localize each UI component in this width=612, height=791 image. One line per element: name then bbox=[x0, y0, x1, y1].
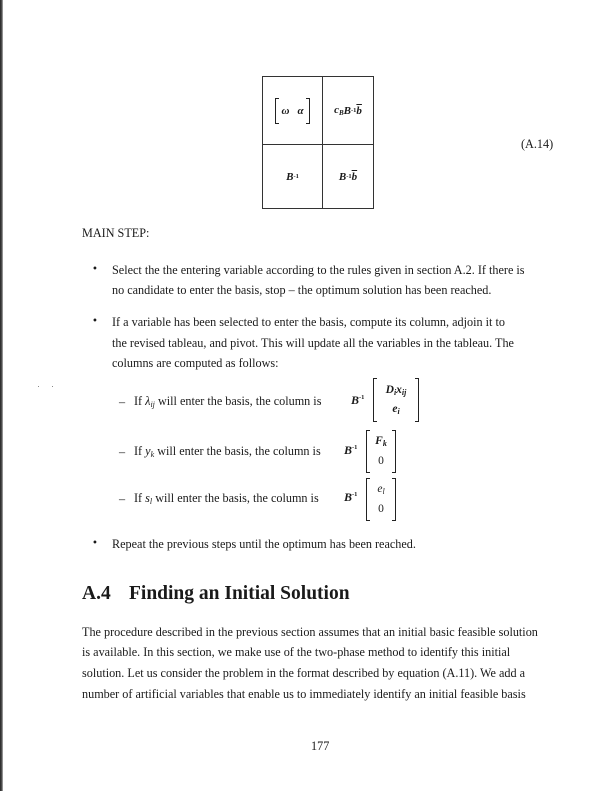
bullet-2-line-3: columns are computed as follows: bbox=[112, 356, 279, 370]
vector-entry-zero: 0 bbox=[378, 503, 384, 515]
bullet-icon: • bbox=[92, 316, 98, 327]
paragraph-line-3: solution. Let us consider the problem in the format described by equation (A.11). We add a bbox=[82, 666, 526, 680]
bullet-icon: • bbox=[92, 538, 98, 549]
revised-tableau bbox=[262, 76, 374, 209]
s-symbol: s bbox=[145, 491, 150, 505]
bullet-1-line-2: no candidate to enter the basis, stop – the optimum solution has been reached. bbox=[112, 283, 492, 297]
paragraph-line-4: number of artificial variables that enable us to immediately identify an initial feasible basis bbox=[82, 687, 526, 701]
vector-entry-zero: 0 bbox=[378, 455, 384, 467]
b-inverse-symbol: $B^{-1}$ bbox=[351, 393, 365, 407]
scan-speck bbox=[52, 386, 53, 387]
scanned-page-edge bbox=[0, 0, 3, 791]
dash-icon: – bbox=[119, 445, 126, 459]
page-number: 177 bbox=[311, 739, 330, 753]
tableau-cell-b-inverse-b: B -1 $\overline{b}$ bbox=[338, 170, 358, 183]
column-vector-sl bbox=[366, 478, 396, 521]
tableau-cell-b-inverse: B -1 bbox=[286, 170, 299, 183]
c-hat-symbol: cB bbox=[334, 104, 344, 117]
tableau-cell-objective-value: cB B -1 $\overline{b}$ bbox=[334, 104, 362, 117]
equation-number: (A.14) bbox=[521, 137, 554, 151]
section-title: Finding an Initial Solution bbox=[129, 583, 350, 604]
vector-entry-dixij: $D_ix_{ij}$ bbox=[385, 384, 407, 397]
vector-entry-fk: $F_k$ bbox=[375, 435, 387, 448]
paragraph-line-1: The procedure described in the previous section assumes that an initial basic feasible solution bbox=[82, 625, 538, 639]
bullet-icon: • bbox=[92, 264, 98, 275]
main-step-label: MAIN STEP: bbox=[82, 226, 150, 240]
scan-speck bbox=[38, 386, 39, 387]
sub-item-sl-text: If $s_l$ will enter the basis, the column is bbox=[134, 491, 319, 506]
column-vector-yk bbox=[366, 430, 396, 473]
omega-alpha-row-vector bbox=[275, 98, 309, 124]
b-inverse-symbol: $B^{-1}$ bbox=[344, 490, 358, 504]
section-number: A.4 bbox=[82, 583, 111, 604]
vector-entry-el: $e_l$ bbox=[377, 483, 385, 496]
alpha-symbol: α bbox=[297, 104, 304, 117]
b-inverse-symbol: $B^{-1}$ bbox=[344, 443, 358, 457]
bullet-2-line-1: If a variable has been selected to enter the basis, compute its column, adjoin it to bbox=[112, 315, 505, 329]
lambda-symbol: λ bbox=[145, 394, 151, 408]
section-heading bbox=[82, 583, 350, 605]
paragraph-line-2: is available. In this section, we make use of the two-phase method to identify this initial bbox=[82, 645, 511, 659]
y-symbol: y bbox=[145, 444, 151, 458]
tableau-cell-omega-alpha bbox=[263, 77, 322, 144]
bullet-2-line-2: the revised tableau, and pivot. This will update all the variables in the tableau. The bbox=[112, 336, 514, 350]
vector-entry-ei: $e_i$ bbox=[392, 403, 400, 416]
column-vector-lambda bbox=[373, 378, 419, 422]
bullet-1-line-1: Select the the entering variable according to the rules given in section A.2. If there is bbox=[112, 263, 525, 277]
dash-icon: – bbox=[119, 492, 126, 506]
sub-item-yk-text: If $y_k$ will enter the basis, the column is bbox=[134, 444, 321, 459]
dash-icon: – bbox=[119, 395, 126, 409]
omega-symbol: ω bbox=[281, 104, 290, 117]
bullet-3-line-1: Repeat the previous steps until the optimum has been reached. bbox=[112, 537, 416, 551]
sub-item-lambda-text: If $\lambda_{ij}$ will enter the basis, the column is bbox=[134, 394, 322, 409]
